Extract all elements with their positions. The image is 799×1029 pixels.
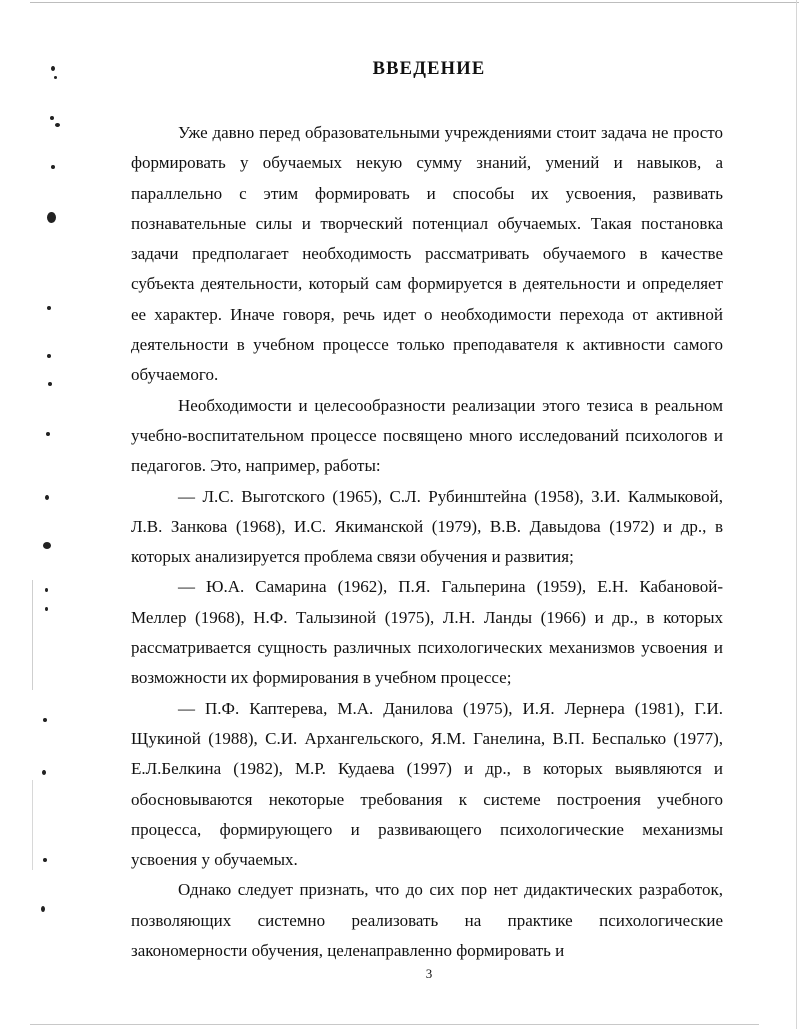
paragraph-conclusion: Однако следует признать, что до сих пор нет дидактических разработок, позволяющих системно реализовать на практике психологические закономерности обучения, целенаправленно формировать и [131,880,723,961]
binding-mark [42,770,46,775]
binding-mark [45,495,49,500]
scan-edge-right [796,0,797,1029]
binding-mark [47,212,56,223]
binding-mark [43,718,47,722]
paragraph-intro: Уже давно перед образовательными учреждениями стоит задача не просто формировать у обучаемых некую сумму знаний, умений и навыков, а параллельно с этим формировать и способы их усвоения, развивать познавательные силы и творческий потенциал обучаемых. Такая постановка задачи предполагает необходимость рассматривать обучаемого в качестве субъекта деятельности, который сам формируется в деятельности и определяет ее характер. Иначе говоря, речь идет о необходимости перехода от активной деятельности в учебном процессе только преподавателя к активности самого обучаемого. [131,123,723,385]
binding-hole-marks [0,0,80,1029]
binding-mark [45,588,48,592]
paragraph-research: Необходимости и целесообразности реализации этого тезиса в реальном учебно-воспитательном процессе посвящено много исследований психологов и педагогов. Это, например, работы: [131,395,723,476]
binding-mark [51,165,55,169]
binding-mark [50,116,54,120]
section-title: ВВЕДЕНИЕ [372,59,486,79]
binding-mark [41,906,45,912]
binding-mark [43,542,51,549]
binding-mark [47,354,51,358]
binding-mark [48,382,52,386]
binding-mark [43,858,47,862]
list-item-requirements: — П.Ф. Каптерева, М.А. Данилова (1975), И.Я. Лернера (1981), Г.И. Щукиной (1988), С.И. Архангельского, Я.М. Ганелина, В.П. Беспалько (1977), Е.Л.Белкина (1982), М.Р. Кудаева (1997) и др., в которых выявляются и обосновываются некоторые требования к системе построения учебного процесса, формирующего и развивающего психологические механизмы усвоения у обучаемых. [131,698,723,870]
body-text [131,118,723,966]
binding-mark [55,123,60,127]
list-item-mechanisms: — Ю.А. Самарина (1962), П.Я. Гальперина (1959), Е.Н. Кабановой-Меллер (1968), Н.Ф. Талызиной (1975), Л.Н. Ланды (1966) и др., в которых рассматривается сущность различных психологических механизмов усвоения и возможности их формирования в учебном процессе; [131,577,723,688]
binding-mark [46,432,50,436]
list-item-development: — Л.С. Выготского (1965), С.Л. Рубинштейна (1958), З.И. Калмыковой, Л.В. Занкова (1968), И.С. Якиманской (1979), В.В. Давыдова (1972) и др., в которых анализируется проблема связи обучения и развития; [131,486,723,567]
scan-edge-bottom [30,1024,759,1025]
binding-mark [47,306,51,310]
page-number: 3 [425,966,433,981]
binding-mark [45,607,48,611]
scan-edge-top [30,2,799,3]
